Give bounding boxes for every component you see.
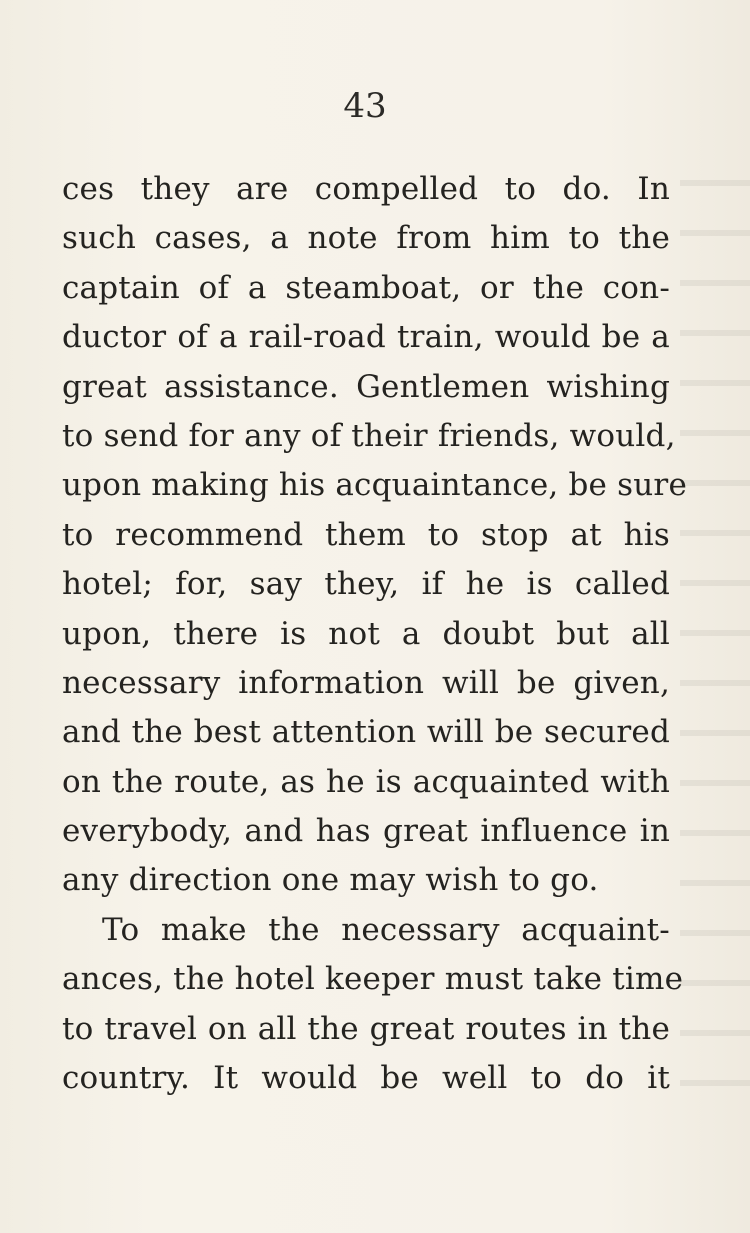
text-line: on the route, as he is acquainted with bbox=[62, 763, 670, 800]
text-line: necessary information will be given, bbox=[62, 664, 670, 701]
text-line: ces they are compelled to do. In bbox=[62, 171, 670, 207]
text-line: upon, there is not a doubt but all bbox=[62, 615, 670, 652]
show-through-text bbox=[680, 160, 750, 1100]
text-line: to send for any of their friends, would, bbox=[62, 417, 676, 454]
text-line: hotel; for, say they, if he is called bbox=[62, 566, 670, 603]
text-line: to travel on all the great routes in the bbox=[62, 1010, 670, 1047]
text-line: To make the necessary acquaint- bbox=[102, 911, 670, 948]
text-line: captain of a steamboat, or the con- bbox=[62, 269, 670, 306]
text-line: any direction one may wish to go. bbox=[62, 862, 599, 899]
text-line: great assistance. Gentlemen wishing bbox=[62, 368, 670, 405]
text-line: everybody, and has great influence in bbox=[62, 813, 670, 850]
text-line: and the best attention will be secured bbox=[62, 714, 670, 751]
text-line: to recommend them to stop at his bbox=[62, 516, 670, 553]
page-number: 43 bbox=[343, 86, 387, 126]
text-line: country. It would be well to do it bbox=[62, 1060, 670, 1097]
body-text bbox=[62, 165, 687, 1103]
text-line: upon making his acquaintance, be sure bbox=[62, 467, 687, 504]
text-line: such cases, a note from him to the bbox=[62, 220, 670, 257]
text-line: ductor of a rail-road train, would be a bbox=[62, 319, 670, 356]
text-line: ances, the hotel keeper must take time bbox=[62, 961, 684, 998]
